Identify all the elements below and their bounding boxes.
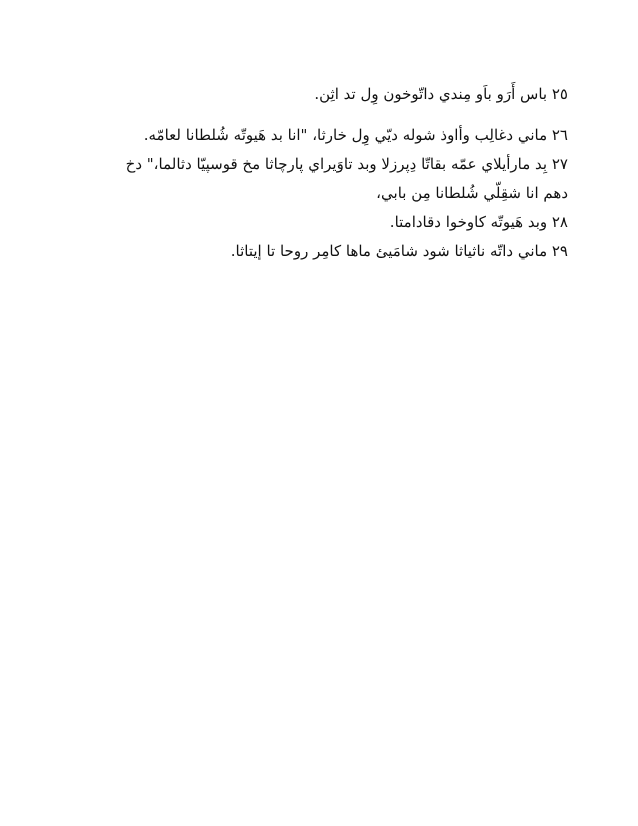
verse-27-line: ٢٧ بِد مارأيلاي عمّه بقاتّا دِپرزلا وبد تاوَيراي پارچاثا مخ قوسپيّا دثالما،" دخ — [125, 155, 568, 173]
verse-29-line: ٢٩ ماني داتّه ناثياثا شود شامَيئ ماها كامِر روحا تا إيتاثا. — [230, 242, 568, 260]
verse-text-block — [68, 80, 568, 266]
paragraph-gap — [68, 109, 568, 121]
verse-27-continuation-line: دهم انا شقِلّي شُلطانا مِن بابي، — [376, 184, 568, 202]
verse-25-line: ٢٥ باس أَرَو باَو مِندي داتّوخون وِل تد اثِن. — [314, 85, 568, 103]
verse-26-line: ٢٦ ماني دغالِب وأاوذ شوله ديّي وِل خارثا، "انا بد هَيوتّه شُلطانا لعامّه. — [143, 126, 568, 144]
verse-28-line: ٢٨ وبد هَيوتّه كاوخوا دقادامتا. — [389, 213, 568, 231]
